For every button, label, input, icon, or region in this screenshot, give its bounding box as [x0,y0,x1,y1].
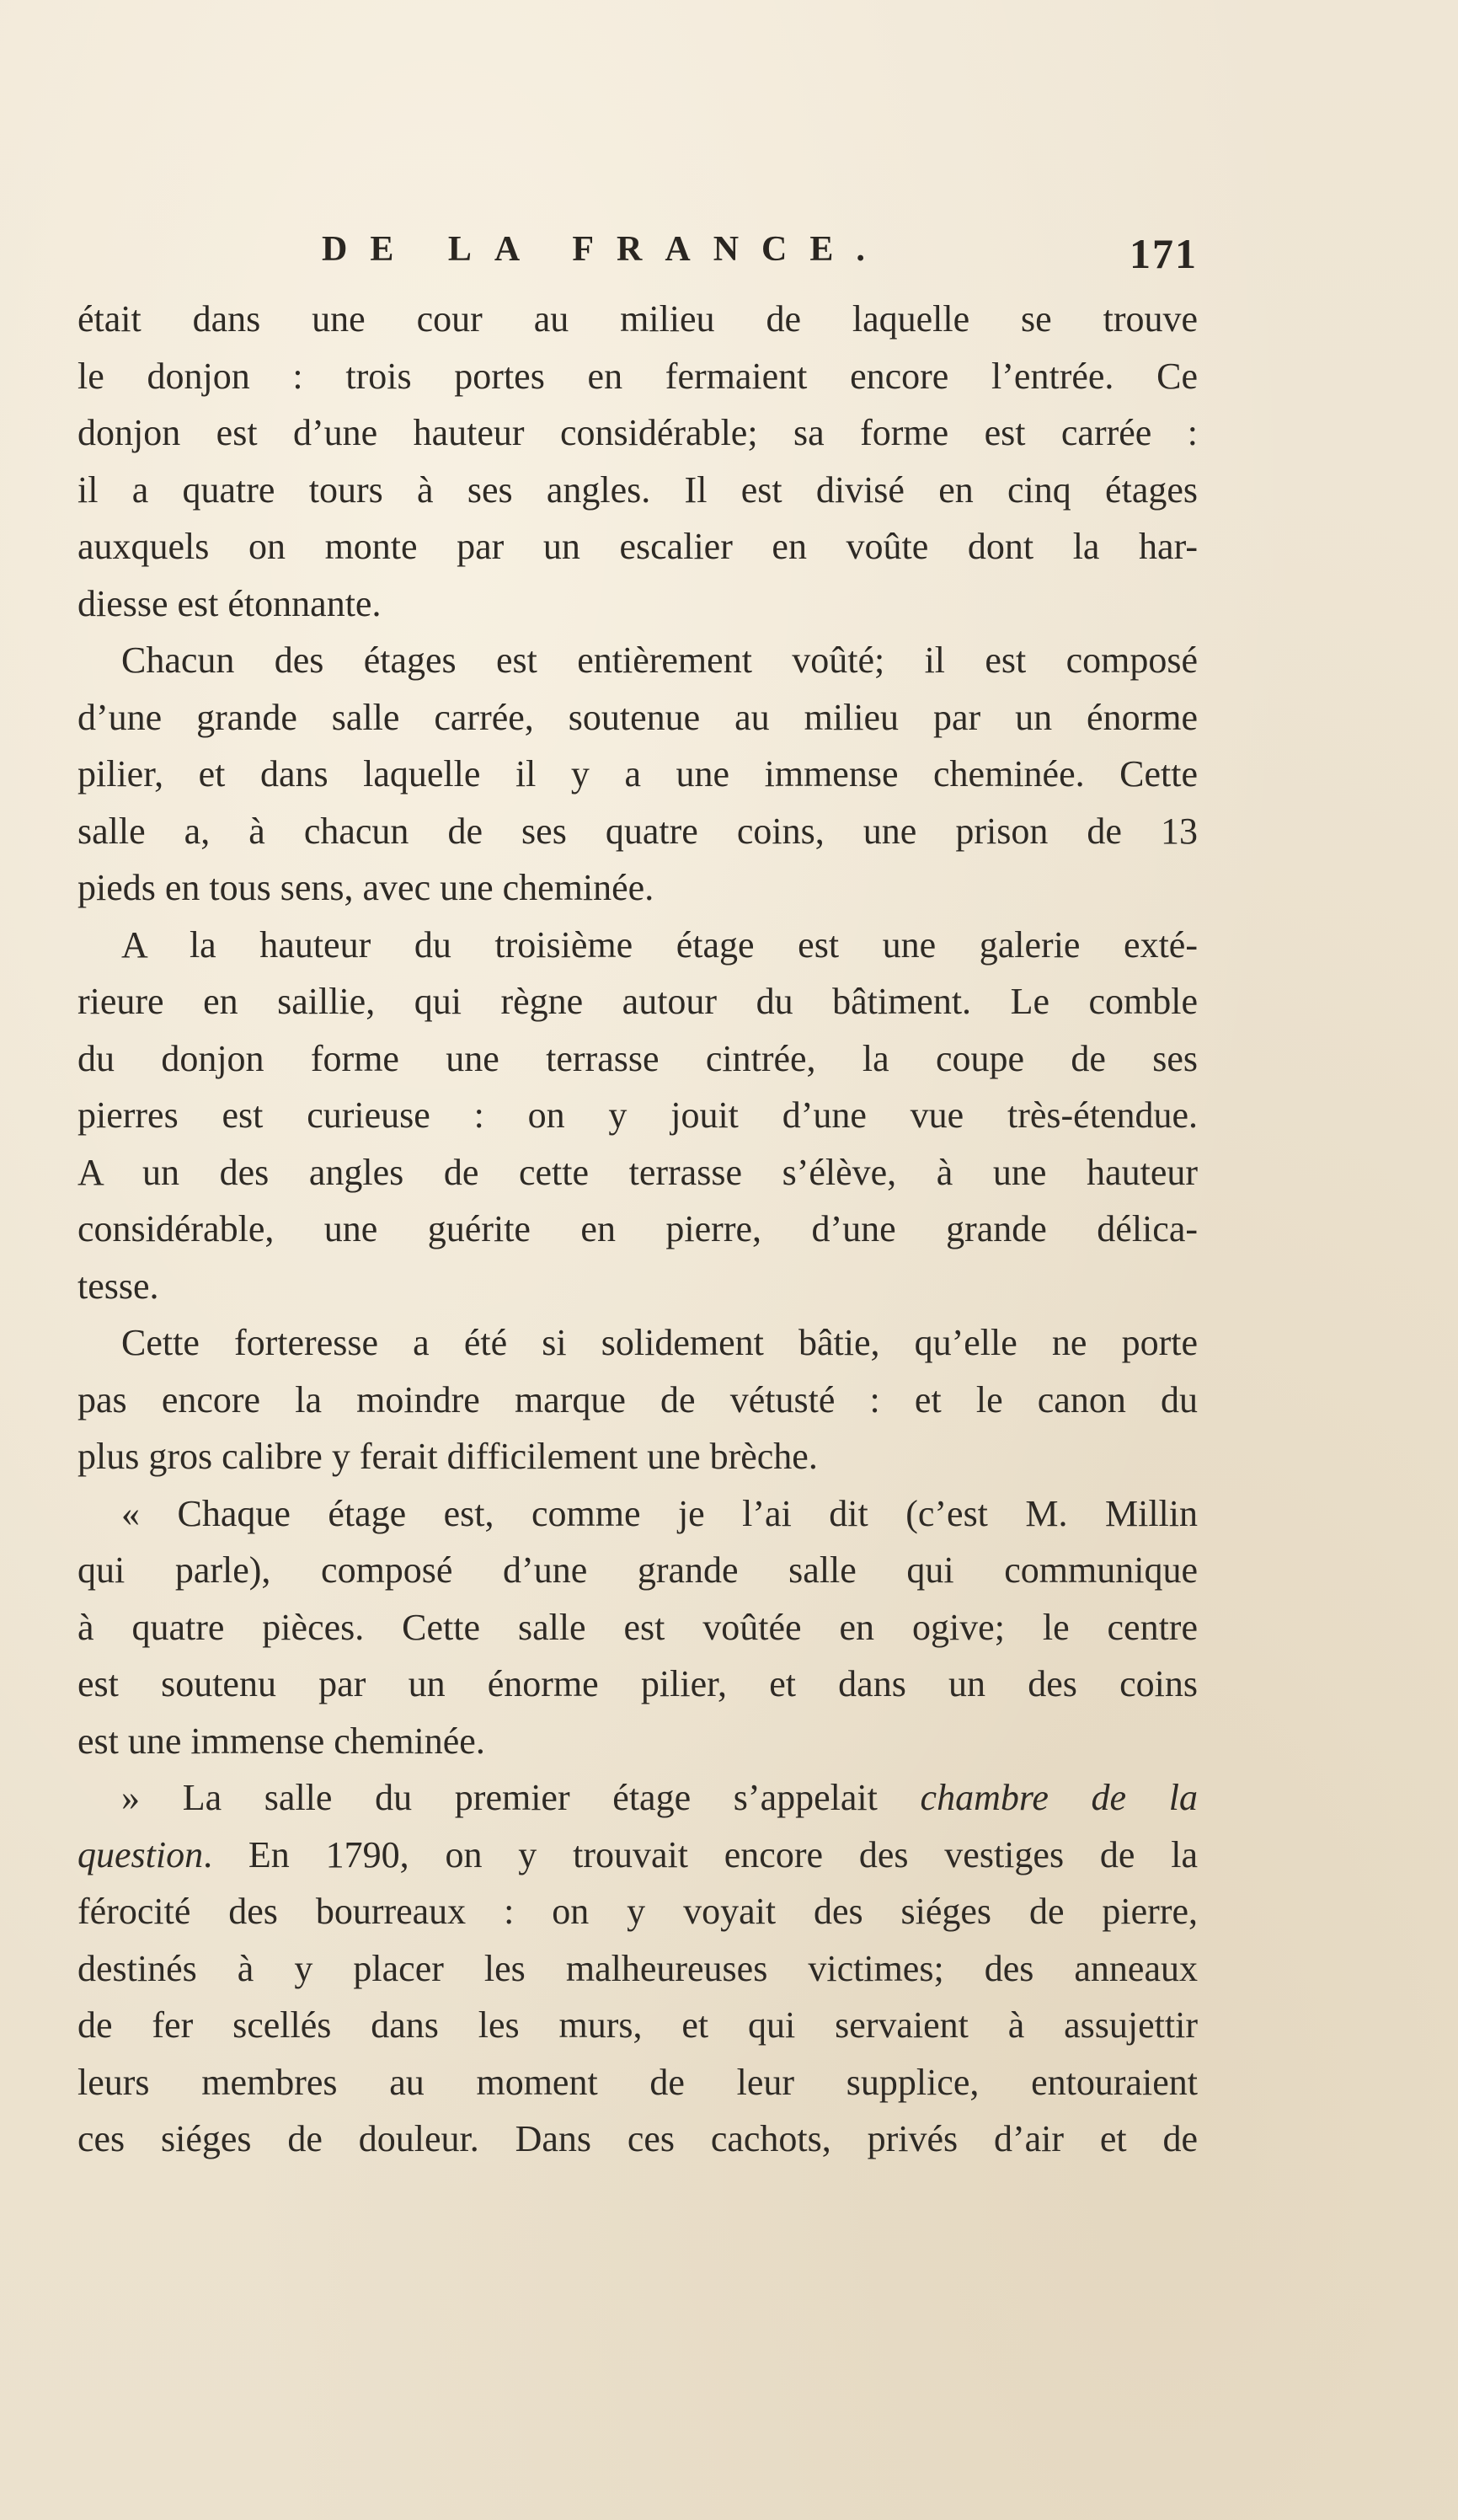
text-line: plus gros calibre y ferait difficilement une brèche. [77,1436,818,1477]
text-line: diesse est étonnante. [77,582,382,624]
text-line: de fer scellés dans les murs, et qui servaient à assujettir [77,2004,1198,2046]
text-line: pierres est curieuse : on y jouit d’une vue très-étendue. [77,1094,1198,1136]
running-title: DE LA FRANCE. [322,230,888,269]
text-line: auxquels on monte par un escalier en voûte dont la har- [77,526,1198,567]
text-run: . En 1790, on y trouvait encore des vestiges de la [203,1833,1198,1875]
text-line: était dans une cour au milieu de laquelle se trouve [77,298,1198,340]
text-line: A un des angles de cette terrasse s’élève, à une hauteur [77,1151,1198,1193]
page-number: 171 [1130,230,1198,277]
text-line: est une immense cheminée. [77,1720,485,1762]
text-run: » La salle du premier étage s’appelait [121,1777,921,1818]
text-line: rieure en saillie, qui règne autour du bâtiment. Le comble [77,981,1198,1022]
text-line: donjon est d’une hauteur considérable; sa forme est carrée : [77,412,1198,453]
text-line: leurs membres au moment de leur supplice, entouraient [77,2061,1198,2103]
text-line: Cette forteresse a été si solidement bâtie, qu’elle ne porte [121,1322,1198,1363]
text-line: considérable, une guérite en pierre, d’une grande délica- [77,1208,1198,1249]
text-line: Chacun des étages est entièrement voûté; il est composé [121,639,1198,681]
text-line [77,1827,1198,1884]
text-line: le donjon : trois portes en fermaient encore l’entrée. Ce [77,355,1198,397]
text-line: qui parle), composé d’une grande salle qui communique [77,1549,1198,1591]
italic-phrase: chambre de la [920,1777,1199,1818]
body-text [77,291,1198,2168]
text-line: férocité des bourreaux : on y voyait des siéges de pierre, [77,1891,1198,1932]
italic-phrase: question [77,1833,204,1875]
text-line: salle a, à chacun de ses quatre coins, une prison de 13 [77,810,1198,852]
text-line: destinés à y placer les malheureuses victimes; des anneaux [77,1947,1198,1989]
running-head [77,229,1198,280]
text-line: est soutenu par un énorme pilier, et dans un des coins [77,1663,1198,1704]
text-line: ces siéges de douleur. Dans ces cachots, privés d’air et de [77,2118,1198,2159]
text-line: du donjon forme une terrasse cintrée, la coupe de ses [77,1037,1198,1079]
text-line: d’une grande salle carrée, soutenue au milieu par un énorme [77,696,1198,738]
text-line: « Chaque étage est, comme je l’ai dit (c’est M. Millin [121,1492,1198,1534]
text-line: il a quatre tours à ses angles. Il est divisé en cinq étages [77,468,1198,511]
text-line: pilier, et dans laquelle il y a une immense cheminée. Cette [77,753,1198,795]
text-line [77,1769,1198,1827]
text-line: pieds en tous sens, avec une cheminée. [77,867,654,908]
text-line: tesse. [77,1265,159,1307]
text-line: pas encore la moindre marque de vétusté : et le canon du [77,1378,1198,1421]
text-line: A la hauteur du troisième étage est une galerie exté- [121,923,1198,966]
text-line: à quatre pièces. Cette salle est voûtée en ogive; le centre [77,1606,1198,1648]
